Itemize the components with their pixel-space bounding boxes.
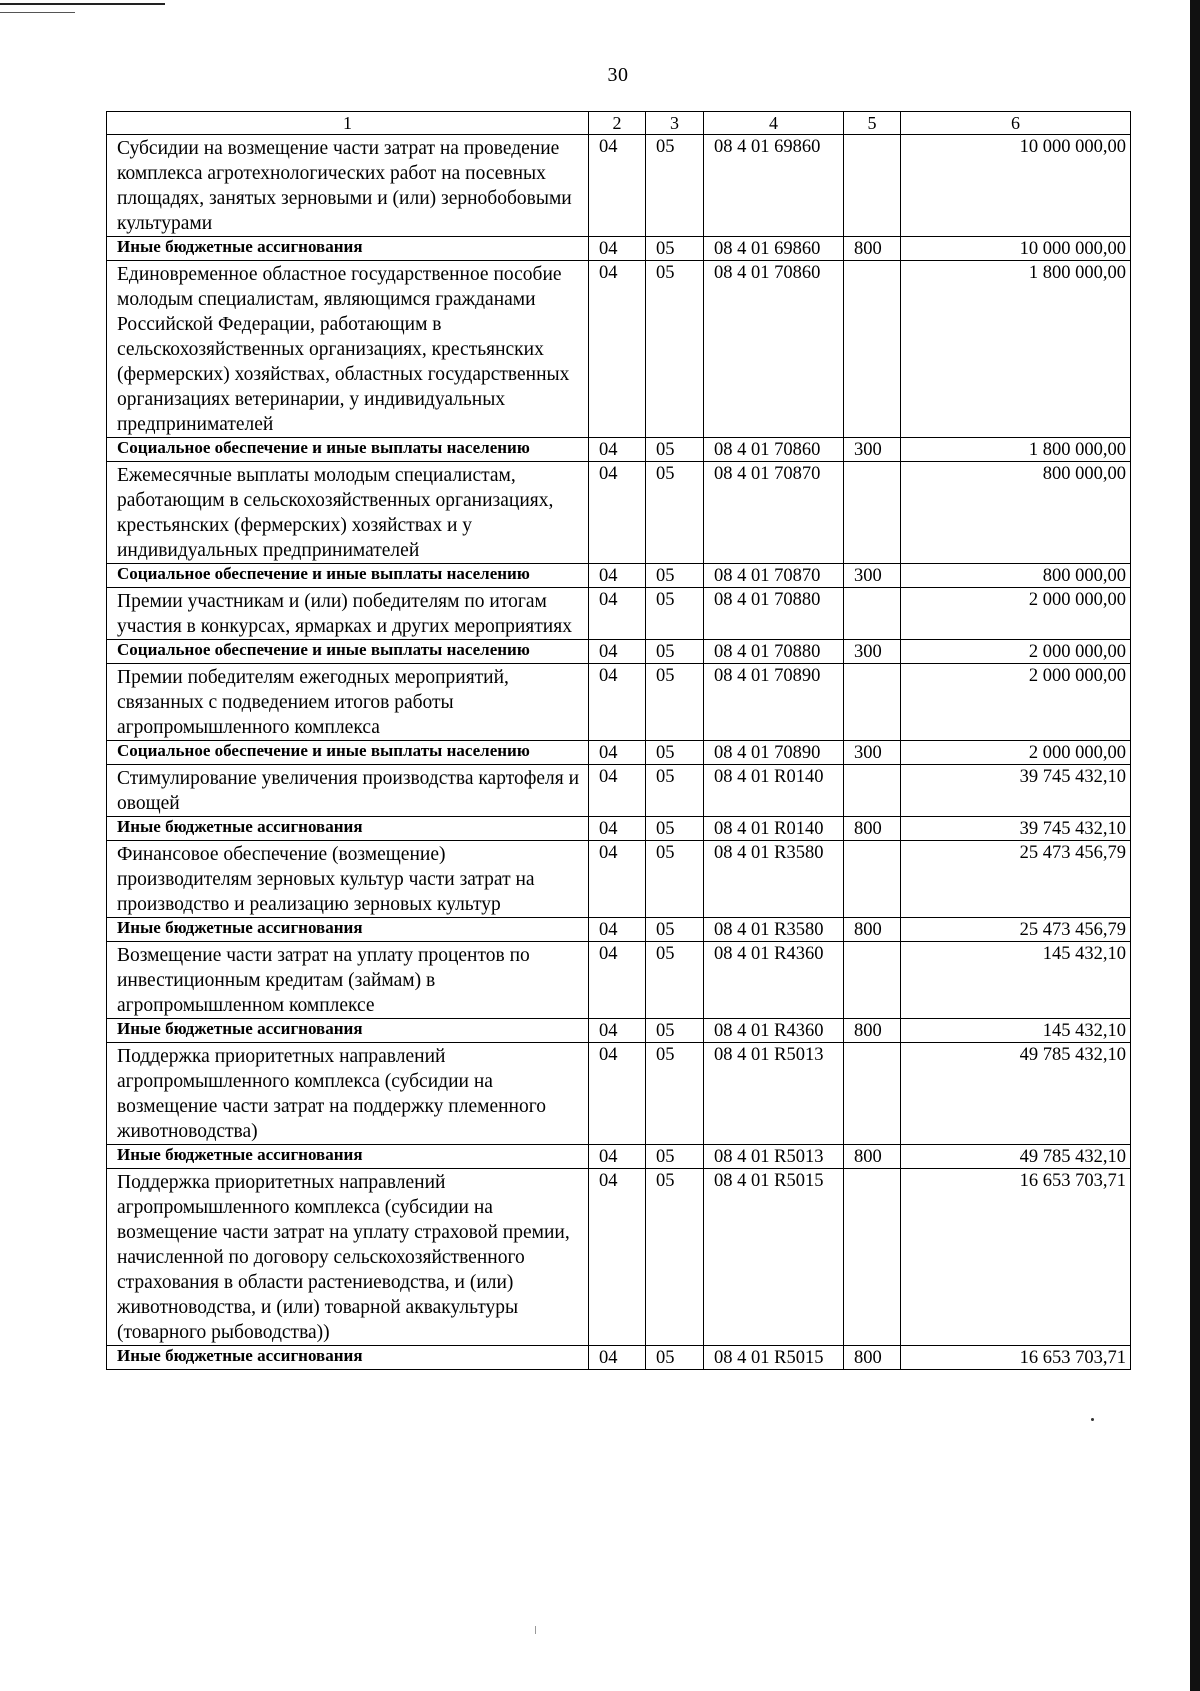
expense-type-code — [844, 462, 901, 564]
column-number-row — [107, 112, 1131, 135]
subsection-code: 05 — [646, 841, 704, 918]
subsection-code: 05 — [646, 918, 704, 942]
row-description: Единовременное областное государственное пособие молодым специалистам, являющимся гражданами Российской Федерации, работающим в сельскохозяйственных организациях, крестьянских (фермерских) хозяйствах, областных государственных организациях ветеринарии, у индивидуальных предпринимателей — [107, 261, 589, 438]
expense-type-code — [844, 841, 901, 918]
section-code: 04 — [589, 135, 646, 237]
section-code: 04 — [589, 765, 646, 817]
amount: 25 473 456,79 — [901, 918, 1131, 942]
target-article-code: 08 4 01 R5015 — [704, 1346, 844, 1370]
table-row — [107, 588, 1131, 640]
subsection-code: 05 — [646, 462, 704, 564]
row-description: Иные бюджетные ассигнования — [107, 1346, 589, 1370]
table-row — [107, 1169, 1131, 1346]
expense-type-code: 300 — [844, 640, 901, 664]
subsection-code: 05 — [646, 1145, 704, 1169]
table-row — [107, 135, 1131, 237]
row-description: Социальное обеспечение и иные выплаты населению — [107, 741, 589, 765]
expense-type-code: 800 — [844, 237, 901, 261]
amount: 39 745 432,10 — [901, 817, 1131, 841]
target-article-code: 08 4 01 70890 — [704, 664, 844, 741]
target-article-code: 08 4 01 R3580 — [704, 918, 844, 942]
expense-type-code — [844, 1043, 901, 1145]
expense-type-code — [844, 664, 901, 741]
subsection-code: 05 — [646, 1043, 704, 1145]
table-row — [107, 261, 1131, 438]
row-description: Премии участникам и (или) победителям по итогам участия в конкурсах, ярмарках и других мероприятиях — [107, 588, 589, 640]
expense-type-code — [844, 588, 901, 640]
expense-type-code — [844, 765, 901, 817]
row-description: Финансовое обеспечение (возмещение) производителям зерновых культур части затрат на производство и реализацию зерновых культур — [107, 841, 589, 918]
expense-type-code: 800 — [844, 1145, 901, 1169]
amount: 1 800 000,00 — [901, 438, 1131, 462]
section-code: 04 — [589, 1169, 646, 1346]
section-code: 04 — [589, 438, 646, 462]
amount: 39 745 432,10 — [901, 765, 1131, 817]
row-description: Стимулирование увеличения производства картофеля и овощей — [107, 765, 589, 817]
row-description: Социальное обеспечение и иные выплаты населению — [107, 438, 589, 462]
row-description: Возмещение части затрат на уплату процентов по инвестиционным кредитам (займам) в агропромышленном комплексе — [107, 942, 589, 1019]
row-description: Иные бюджетные ассигнования — [107, 237, 589, 261]
expense-type-code: 300 — [844, 741, 901, 765]
column-header: 1 — [107, 112, 589, 135]
section-code: 04 — [589, 640, 646, 664]
target-article-code: 08 4 01 R3580 — [704, 841, 844, 918]
amount: 2 000 000,00 — [901, 588, 1131, 640]
row-description: Ежемесячные выплаты молодым специалистам, работающим в сельскохозяйственных организациях, крестьянских (фермерских) хозяйствах и у индивидуальных предпринимателей — [107, 462, 589, 564]
section-code: 04 — [589, 1346, 646, 1370]
table-row — [107, 841, 1131, 918]
target-article-code: 08 4 01 R5013 — [704, 1043, 844, 1145]
section-code: 04 — [589, 741, 646, 765]
subsection-code: 05 — [646, 664, 704, 741]
target-article-code: 08 4 01 70880 — [704, 640, 844, 664]
table-row — [107, 237, 1131, 261]
section-code: 04 — [589, 261, 646, 438]
row-description: Иные бюджетные ассигнования — [107, 1019, 589, 1043]
row-description: Иные бюджетные ассигнования — [107, 817, 589, 841]
expense-type-code: 800 — [844, 1019, 901, 1043]
row-description: Социальное обеспечение и иные выплаты населению — [107, 640, 589, 664]
amount: 49 785 432,10 — [901, 1145, 1131, 1169]
amount: 800 000,00 — [901, 564, 1131, 588]
table-row — [107, 1346, 1131, 1370]
scan-edge-shadow — [1190, 0, 1200, 1691]
section-code: 04 — [589, 1019, 646, 1043]
amount: 16 653 703,71 — [901, 1169, 1131, 1346]
amount: 16 653 703,71 — [901, 1346, 1131, 1370]
table-row — [107, 640, 1131, 664]
column-header: 3 — [646, 112, 704, 135]
amount: 10 000 000,00 — [901, 237, 1131, 261]
target-article-code: 08 4 01 69860 — [704, 135, 844, 237]
table-row — [107, 438, 1131, 462]
table-row — [107, 817, 1131, 841]
row-description: Премии победителям ежегодных мероприятий, связанных с подведением итогов работы агропромышленного комплекса — [107, 664, 589, 741]
scan-artifact-line — [0, 12, 75, 13]
section-code: 04 — [589, 664, 646, 741]
amount: 800 000,00 — [901, 462, 1131, 564]
table-row — [107, 1043, 1131, 1145]
expense-type-code: 300 — [844, 438, 901, 462]
subsection-code: 05 — [646, 564, 704, 588]
target-article-code: 08 4 01 70880 — [704, 588, 844, 640]
amount: 1 800 000,00 — [901, 261, 1131, 438]
section-code: 04 — [589, 841, 646, 918]
subsection-code: 05 — [646, 237, 704, 261]
row-description: Поддержка приоритетных направлений агропромышленного комплекса (субсидии на возмещение части затрат на поддержку племенного животноводства) — [107, 1043, 589, 1145]
budget-table — [106, 111, 1131, 1370]
target-article-code: 08 4 01 R4360 — [704, 1019, 844, 1043]
table-row — [107, 918, 1131, 942]
expense-type-code — [844, 1169, 901, 1346]
table-row — [107, 564, 1131, 588]
subsection-code: 05 — [646, 438, 704, 462]
scan-speck — [1091, 1418, 1094, 1421]
section-code: 04 — [589, 1043, 646, 1145]
amount: 10 000 000,00 — [901, 135, 1131, 237]
table-row — [107, 741, 1131, 765]
scan-artifact-line — [0, 3, 165, 5]
subsection-code: 05 — [646, 765, 704, 817]
section-code: 04 — [589, 942, 646, 1019]
subsection-code: 05 — [646, 1346, 704, 1370]
column-header: 6 — [901, 112, 1131, 135]
expense-type-code: 800 — [844, 817, 901, 841]
target-article-code: 08 4 01 R0140 — [704, 817, 844, 841]
amount: 2 000 000,00 — [901, 741, 1131, 765]
amount: 2 000 000,00 — [901, 640, 1131, 664]
amount: 25 473 456,79 — [901, 841, 1131, 918]
column-header: 5 — [844, 112, 901, 135]
expense-type-code: 800 — [844, 918, 901, 942]
target-article-code: 08 4 01 69860 — [704, 237, 844, 261]
target-article-code: 08 4 01 R5013 — [704, 1145, 844, 1169]
target-article-code: 08 4 01 70860 — [704, 261, 844, 438]
table-row — [107, 1019, 1131, 1043]
subsection-code: 05 — [646, 135, 704, 237]
section-code: 04 — [589, 462, 646, 564]
table-row — [107, 942, 1131, 1019]
section-code: 04 — [589, 564, 646, 588]
amount: 145 432,10 — [901, 942, 1131, 1019]
target-article-code: 08 4 01 R5015 — [704, 1169, 844, 1346]
section-code: 04 — [589, 918, 646, 942]
expense-type-code: 300 — [844, 564, 901, 588]
target-article-code: 08 4 01 R0140 — [704, 765, 844, 817]
subsection-code: 05 — [646, 1169, 704, 1346]
page-number: 30 — [607, 64, 629, 86]
section-code: 04 — [589, 588, 646, 640]
expense-type-code — [844, 135, 901, 237]
subsection-code: 05 — [646, 741, 704, 765]
column-header: 4 — [704, 112, 844, 135]
table-row — [107, 765, 1131, 817]
expense-type-code: 800 — [844, 1346, 901, 1370]
target-article-code: 08 4 01 70870 — [704, 462, 844, 564]
expense-type-code — [844, 942, 901, 1019]
subsection-code: 05 — [646, 640, 704, 664]
scan-speck — [535, 1626, 536, 1634]
subsection-code: 05 — [646, 1019, 704, 1043]
subsection-code: 05 — [646, 942, 704, 1019]
section-code: 04 — [589, 817, 646, 841]
table-body — [107, 135, 1131, 1370]
row-description: Поддержка приоритетных направлений агропромышленного комплекса (субсидии на возмещение части затрат на уплату страховой премии, начисленной по договору сельскохозяйственного страхования в области растениеводства, и (или) животноводства, и (или) товарной аквакультуры (товарного рыбоводства)) — [107, 1169, 589, 1346]
target-article-code: 08 4 01 70870 — [704, 564, 844, 588]
column-header: 2 — [589, 112, 646, 135]
table-row — [107, 1145, 1131, 1169]
expense-type-code — [844, 261, 901, 438]
target-article-code: 08 4 01 R4360 — [704, 942, 844, 1019]
table-row — [107, 664, 1131, 741]
subsection-code: 05 — [646, 261, 704, 438]
row-description: Субсидии на возмещение части затрат на проведение комплекса агротехнологических работ на посевных площадях, занятых зерновыми и (или) зернобобовыми культурами — [107, 135, 589, 237]
target-article-code: 08 4 01 70890 — [704, 741, 844, 765]
section-code: 04 — [589, 237, 646, 261]
row-description: Иные бюджетные ассигнования — [107, 918, 589, 942]
section-code: 04 — [589, 1145, 646, 1169]
amount: 145 432,10 — [901, 1019, 1131, 1043]
row-description: Иные бюджетные ассигнования — [107, 1145, 589, 1169]
amount: 49 785 432,10 — [901, 1043, 1131, 1145]
subsection-code: 05 — [646, 817, 704, 841]
target-article-code: 08 4 01 70860 — [704, 438, 844, 462]
amount: 2 000 000,00 — [901, 664, 1131, 741]
subsection-code: 05 — [646, 588, 704, 640]
table-row — [107, 462, 1131, 564]
row-description: Социальное обеспечение и иные выплаты населению — [107, 564, 589, 588]
